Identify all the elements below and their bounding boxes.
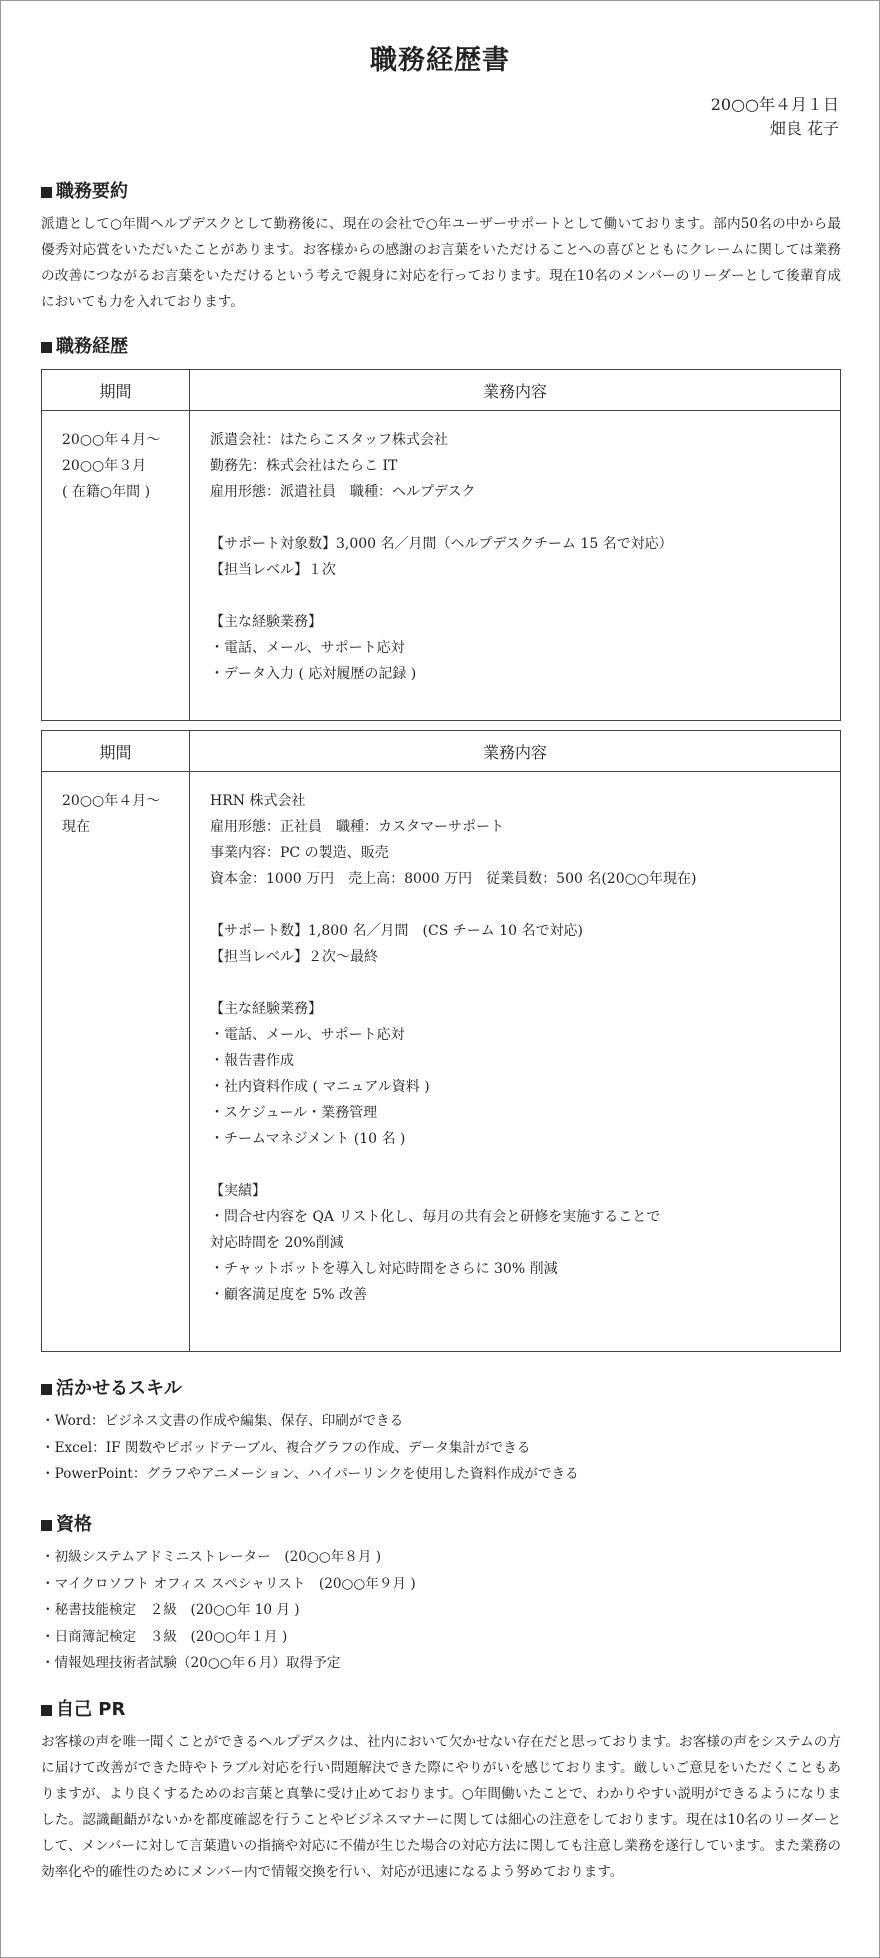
summary-heading: 職務要約	[41, 179, 841, 205]
list-item: ・情報処理技術者試験（20○○年６月）取得予定	[41, 1655, 341, 1671]
career-table-1	[41, 369, 841, 721]
document-title: 職務経歴書	[370, 45, 510, 76]
skills-heading: 活かせるスキル	[41, 1376, 841, 1402]
history-heading: 職務経歴	[41, 334, 841, 360]
pr-heading: 自己 PR	[41, 1697, 841, 1723]
skills-list	[41, 1408, 841, 1488]
square-bullet-icon	[41, 1705, 52, 1716]
table-header-row	[42, 370, 841, 411]
career-table-2	[41, 730, 841, 1352]
pr-text: お客様の声を唯一聞くことができるヘルプデスクは、社内において欠かせない存在だと思っております。お客様の声をシステムの方に届けて改善ができた時やトラブル対応を行い問題解決できた際にやりがいを感じております。厳しいご意見をいただくこともありますが、より良くするためのお言葉と真摯に受け止めております。○年間働いたことで、わかりやすい説明ができるようになりました。認識齟齬がないかを都度確認を行うことやビジネスマナーに関しては細心の注意をしております。現在は10名のリーダーとして、メンバーに対して言葉遣いの指摘や対応に不備が生じた場合の対応方法に関しても注意し業務を遂行しています。また業務の効率化や的確性のためにメンバー内で情報交換を行い、対応が迅速になるよう努めております。	[41, 1734, 841, 1880]
summary-section	[41, 179, 841, 315]
table-header-row	[42, 731, 841, 772]
list-item: ・日商簿記検定 ３級 (20○○年１月 )	[41, 1628, 288, 1645]
qualifications-list	[41, 1544, 841, 1677]
period-cell: 20○○年４月～ 現在	[42, 772, 190, 1352]
list-item: ・Word：ビジネス文書の作成や編集、保存、印刷ができる	[41, 1413, 404, 1429]
skills-section	[41, 1376, 841, 1488]
list-item: ・Excel：IF 関数やピボッドテーブル、複合グラフの作成、データ集計ができる	[41, 1439, 531, 1456]
date-name-block	[41, 93, 839, 141]
table-row	[42, 411, 841, 721]
pr-section	[41, 1697, 841, 1885]
list-item: ・マイクロソフト オフィス スペシャリスト (20○○年９月 )	[41, 1575, 416, 1592]
list-item: ・初級システムアドミニストレーター (20○○年８月 )	[41, 1549, 382, 1565]
table-row	[42, 772, 841, 1352]
history-section	[41, 334, 841, 360]
square-bullet-icon	[41, 1520, 52, 1531]
applicant-name: 畑良 花子	[769, 119, 839, 138]
period-cell: 20○○年４月～ 20○○年３月 ( 在籍○年間 )	[42, 411, 190, 721]
content-header: 業務内容	[190, 731, 841, 772]
list-item: ・秘書技能検定 ２級 (20○○年 10 月 )	[41, 1602, 300, 1618]
period-header: 期間	[42, 370, 190, 411]
square-bullet-icon	[41, 1384, 52, 1395]
period-header: 期間	[42, 731, 190, 772]
square-bullet-icon	[41, 187, 52, 198]
summary-text: 派遣として○年間ヘルプデスクとして勤務後に、現在の会社で○年ユーザーサポートとして働いております。部内50名の中から最優秀対応賞をいただいたことがあります。お客様からの感謝のお言葉をいただけることへの喜びとともにクレームに関しては業務の改善につながるお言葉をいただけるという考えで親身に対応を行っております。現在10名のメンバーのリーダーとして後輩育成においても力を入れております。	[41, 216, 841, 310]
list-item: ・PowerPoint：グラフやアニメーション、ハイパーリンクを使用した資料作成ができる	[41, 1466, 579, 1482]
document-date: 20○○年４月１日	[710, 95, 839, 114]
content-cell: 派遣会社：はたらこスタッフ株式会社 勤務先：株式会社はたらこ IT 雇用形態：派遣社員 職種：ヘルプデスク 【サポート対象数】3,000 名／月間（ヘルプデスクチーム 15 名で対応） 【担当レベル】１次 【主な経験業務】 ・電話、メール、サポート応対 ・データ入力 ( 応対履歴の記録 )	[190, 411, 841, 721]
qualifications-heading: 資格	[41, 1512, 841, 1538]
qualifications-section	[41, 1512, 841, 1677]
square-bullet-icon	[41, 342, 52, 353]
content-cell: HRN 株式会社 雇用形態：正社員 職種：カスタマーサポート 事業内容：PC の製造、販売 資本金：1000 万円 売上高：8000 万円 従業員数：500 名(20○○年現在) 【サポート数】1,800 名／月間 (CS チーム 10 名で対応) 【担当レベル】２次～最終 【主な経験業務】 ・電話、メール、サポート応対 ・報告書作成 ・社内資料作成 ( マニュアル資料 ) ・スケジュール・業務管理 ・チームマネジメント (10 名 ) 【実績】 ・問合せ内容を QA リスト化し、毎月の共有会と研修を実施することで 対応時間を 20%削減 ・チャットボットを導入し対応時間をさらに 30% 削減 ・顧客満足度を 5% 改善	[190, 772, 841, 1352]
content-header: 業務内容	[190, 370, 841, 411]
